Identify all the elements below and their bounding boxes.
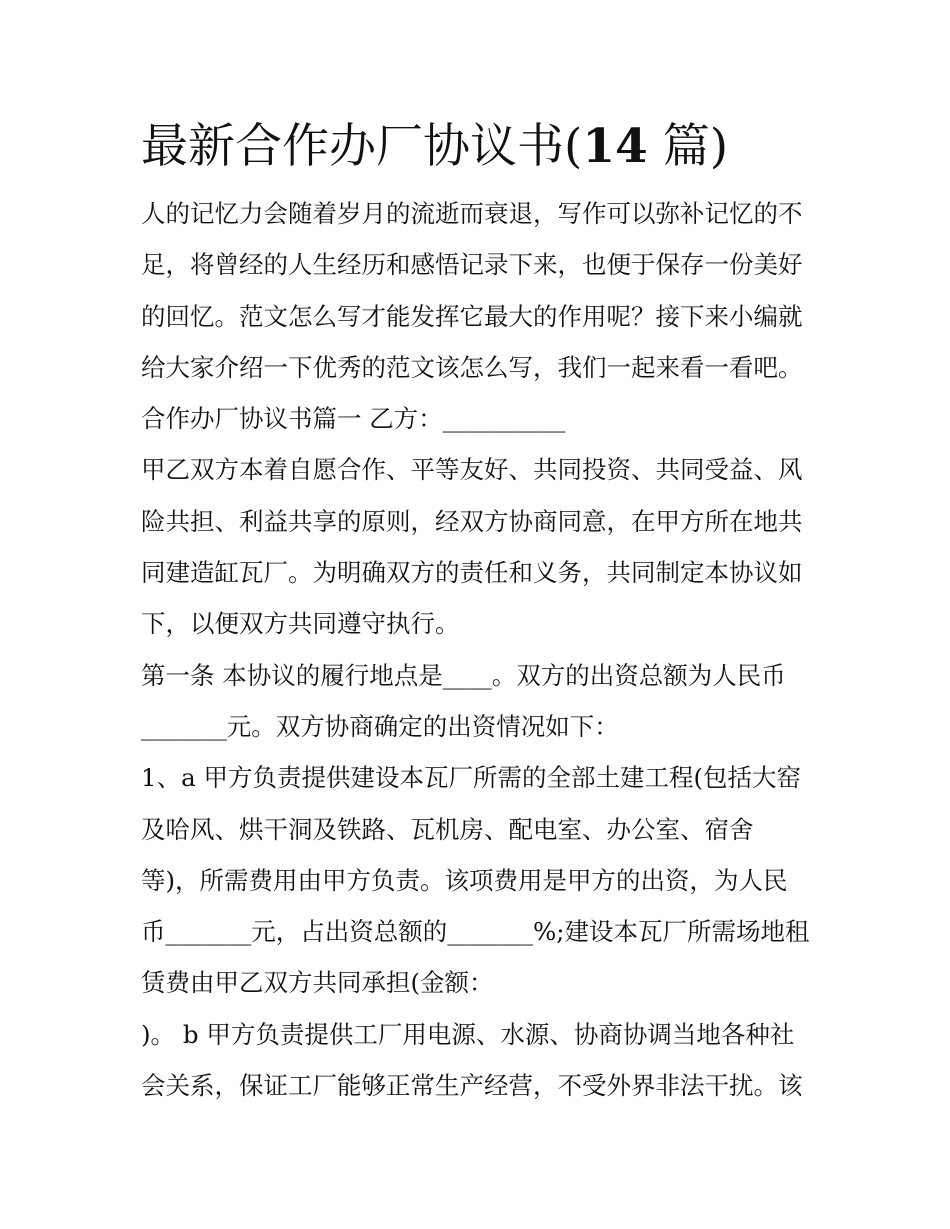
text-line: 币_______元，占出资总额的_______%;建设本瓦厂所需场地租 xyxy=(141,917,810,947)
document-page xyxy=(141,110,821,1111)
title-suffix: 篇) xyxy=(647,119,729,174)
title-text: 最新合作办厂协议书( xyxy=(141,119,583,174)
text-line: 甲乙双方本着自愿合作、平等友好、共同投资、共同受益、风 xyxy=(141,455,803,485)
text-line: 下，以便双方共同遵守执行。 xyxy=(141,609,460,639)
text-line: 给大家介绍一下优秀的范文该怎么写，我们一起来看一看吧。 xyxy=(141,352,803,382)
text-line: 会关系，保证工厂能够正常生产经营，不受外界非法干扰。该 xyxy=(141,1071,803,1101)
text-line: 同建造缸瓦厂。为明确双方的责任和义务，共同制定本协议如 xyxy=(141,558,803,588)
document-title xyxy=(141,110,821,184)
text-line: 足，将曾经的人生经历和感悟记录下来，也便于保存一份美好 xyxy=(141,250,803,280)
section-heading-line: 合作办厂协议书篇一 乙方：__________ xyxy=(141,404,566,434)
text-line: 第一条 本协议的履行地点是____。双方的出资总额为人民币 xyxy=(141,660,786,690)
text-line: _______元。双方协商确定的出资情况如下： xyxy=(141,711,619,741)
text-line: 险共担、利益共享的原则，经双方协商同意，在甲方所在地共 xyxy=(141,506,803,536)
text-line: 人的记忆力会随着岁月的流逝而衰退，写作可以弥补记忆的不 xyxy=(141,199,803,228)
text-line: )。 b 甲方负责提供工厂用电源、水源、协商协调当地各种社 xyxy=(141,1019,795,1049)
text-line: 的回忆。范文怎么写才能发挥它最大的作用呢？接下来小编就 xyxy=(141,301,803,331)
document-body xyxy=(141,188,821,1111)
text-line: 1、a 甲方负责提供建设本瓦厂所需的全部土建工程(包括大窑 xyxy=(141,763,802,793)
text-line: 等)，所需费用由甲方负责。该项费用是甲方的出资，为人民 xyxy=(141,865,788,895)
title-number: 14 xyxy=(582,119,648,174)
text-line: 赁费由甲乙双方共同承担(金额： xyxy=(141,968,494,998)
text-line: 及哈风、烘干洞及铁路、瓦机房、配电室、办公室、宿舍 xyxy=(141,814,754,844)
